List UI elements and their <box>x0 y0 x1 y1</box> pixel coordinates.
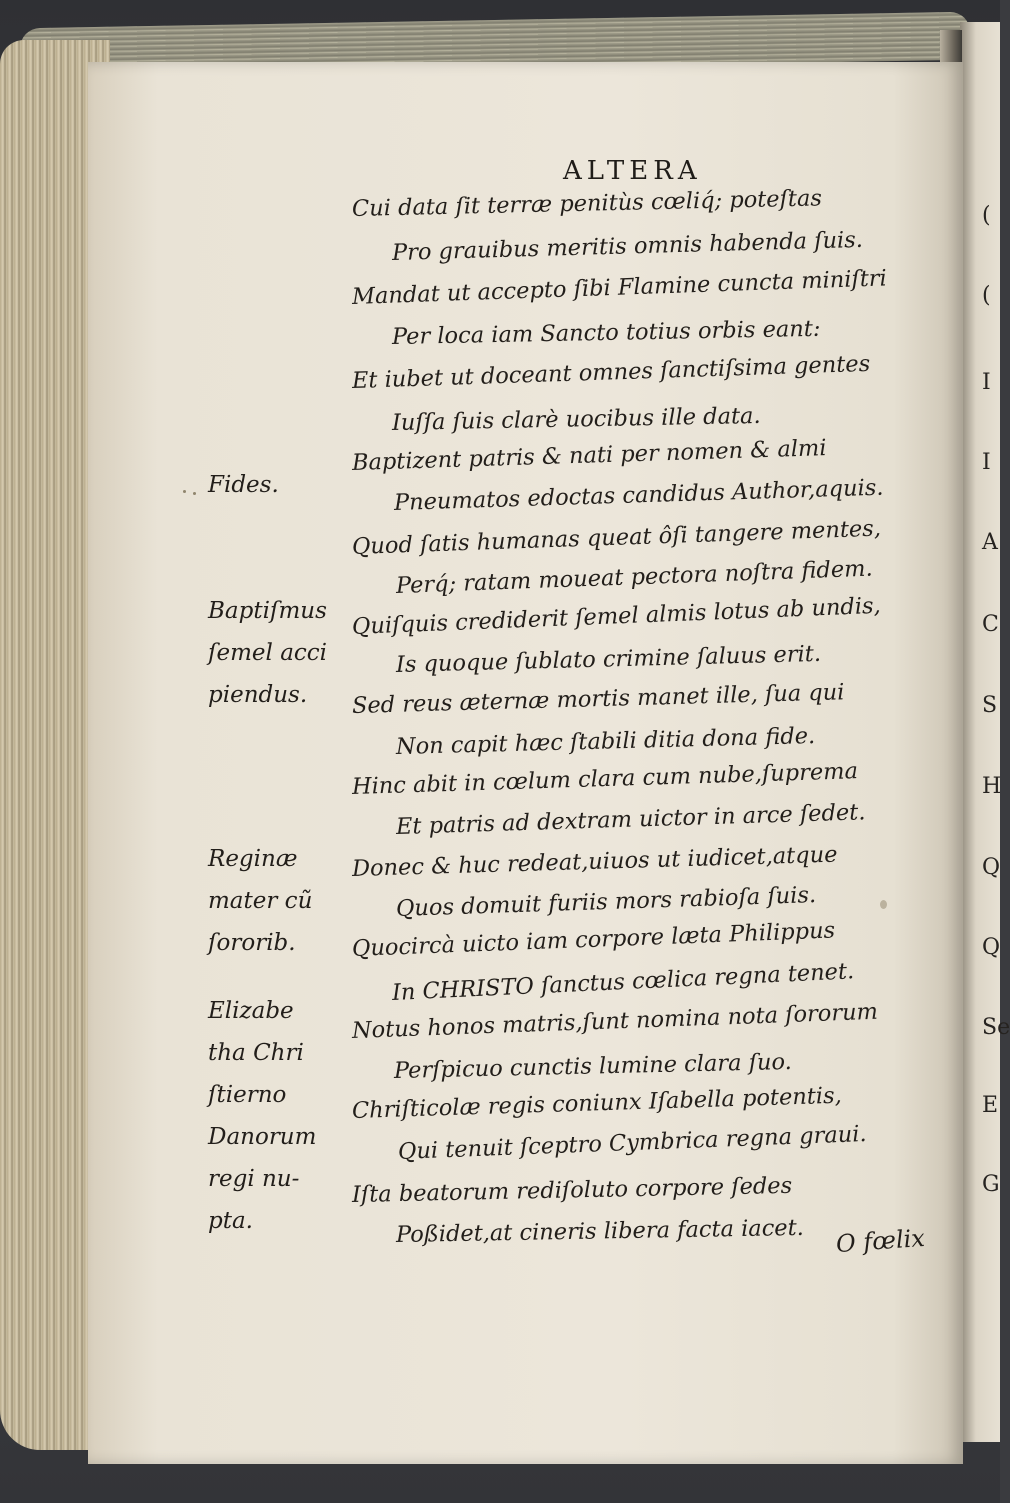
right-page-glyph: E <box>982 1093 999 1118</box>
margin-note-line: Elizabe <box>208 998 294 1024</box>
paper-stain <box>880 900 887 909</box>
verse-line: Per loca iam Sancto totius orbis eant: <box>391 315 821 350</box>
right-page-glyph: Se <box>982 1015 1010 1040</box>
margin-note-line: ſtierno <box>208 1082 287 1108</box>
running-head: ALTERA <box>563 156 702 186</box>
verse-line: Donec & huc redeat,uiuos ut iudicet,atque <box>351 841 838 882</box>
verse-line: Non capit hæc ſtabili ditia dona fide. <box>395 723 816 760</box>
margin-note-line: Danorum <box>208 1124 317 1150</box>
margin-note-reginae <box>208 838 312 964</box>
verse-line: Iſta beatorum rediſoluto corpore ſedes <box>351 1172 793 1208</box>
right-page-glyph: I <box>982 370 991 395</box>
verse-line: Iuſſa ſuis clarè uocibus ille data. <box>391 402 761 436</box>
verse-line: Quos domuit furiis mors rabioſa ſuis. <box>395 882 817 922</box>
verse-line: Chriſticolæ regis coniunx Iſabella potentis, <box>351 1082 843 1124</box>
verse-line: Quiſquis crediderit ſemel almis lotus ab undis, <box>351 592 882 640</box>
verse-line: Perq́; ratam moueat pectora noſtra fidem. <box>395 555 874 599</box>
verse-line: In CHRISTO ſanctus cœlica regna tenet. <box>391 958 855 1006</box>
verse-line: Baptizent patris & nati per nomen & almi <box>351 435 827 476</box>
verse-line: Et iubet ut doceant omnes ſanctiſsima gentes <box>351 350 871 394</box>
verse-line: Pro grauibus meritis omnis habenda ſuis. <box>391 226 864 266</box>
right-page-glyph: S <box>982 693 998 718</box>
margin-note-line: Fides. <box>208 472 279 498</box>
right-page-glyph: Q <box>982 855 1001 880</box>
right-page-glyph: G <box>982 1172 1000 1197</box>
paper-speck <box>193 492 196 495</box>
right-page-glyph: H <box>982 774 1002 799</box>
right-page-glyph: ( <box>982 203 991 228</box>
right-page <box>960 22 1000 1442</box>
verse-line: Pneumatos edoctas candidus Author,aquis. <box>393 474 884 516</box>
margin-note-line: regi nu- <box>208 1166 300 1192</box>
margin-note-elizabetha <box>208 990 316 1242</box>
verse-line: Poßidet,at cineris libera facta iacet. <box>395 1214 805 1248</box>
verse-line: Qui tenuit ſceptro Cymbrica regna graui. <box>397 1121 868 1165</box>
verse-line: Hinc abit in cœlum clara cum nube,ſuprema <box>351 758 859 800</box>
right-page-glyph: C <box>982 612 999 637</box>
paper-speck <box>183 490 186 493</box>
verse-line: Notus honos matris,ſunt nomina nota ſororum <box>351 998 879 1044</box>
margin-note-line: ſemel acci <box>208 640 328 666</box>
margin-note-line: pta. <box>208 1208 253 1234</box>
verse-line: Mandat ut accepto ſibi Flamine cuncta miniſtri <box>351 265 888 310</box>
margin-note-line: ſororib. <box>208 930 296 956</box>
right-page-glyph: I <box>982 450 991 475</box>
right-page-glyph: ( <box>982 283 991 308</box>
margin-note-fides <box>208 464 279 506</box>
verse-line: Quocircà uicto iam corpore læta Philippus <box>351 917 836 962</box>
margin-note-line: Baptiſmus <box>208 598 327 624</box>
verse-line: Cui data ſit terræ penitùs cœliq́; poteſtas <box>351 185 823 222</box>
verse-line: Perſpicuo cunctis lumine clara ſuo. <box>393 1048 793 1084</box>
margin-note-line: piendus. <box>208 682 308 708</box>
catchword: O fœlix <box>835 1223 926 1259</box>
margin-note-line: Reginæ <box>208 846 298 872</box>
verse-line: Sed reus æternæ mortis manet ille, ſua qui <box>351 679 845 719</box>
verse-line: Is quoque ſublato crimine ſaluus erit. <box>395 640 822 678</box>
margin-note-line: tha Chri <box>208 1040 304 1066</box>
verse-line: Et patris ad dextram uictor in arce ſedet. <box>395 799 866 840</box>
right-page-glyph: A <box>982 530 998 555</box>
margin-note-baptismus <box>208 590 327 716</box>
verse-line: Quod ſatis humanas queat ôſi tangere mentes, <box>351 515 882 560</box>
margin-note-line: mater cũ <box>208 888 313 914</box>
right-page-glyph: Q <box>982 935 1001 960</box>
